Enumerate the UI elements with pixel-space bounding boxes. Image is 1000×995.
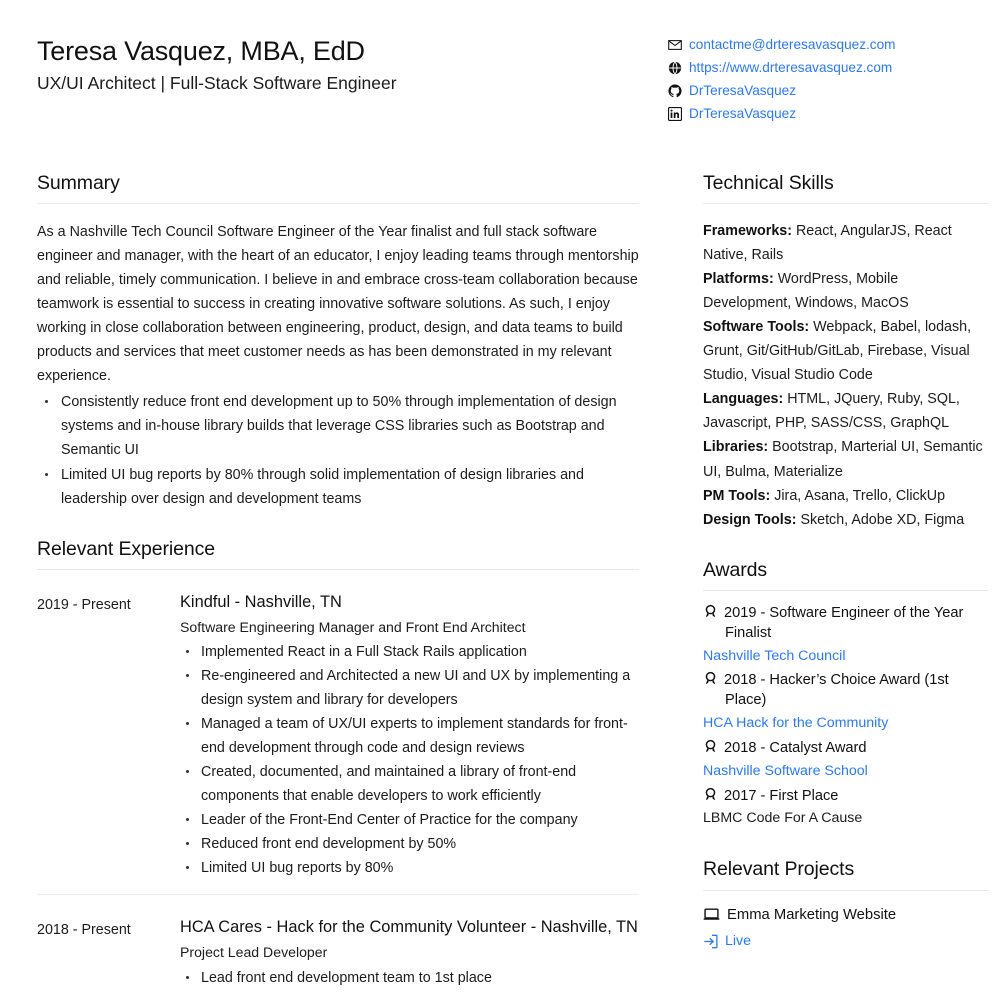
linkedin-icon <box>668 107 682 121</box>
skill-group-label: Design Tools: <box>703 511 797 528</box>
page-title: Teresa Vasquez, MBA, EdD <box>37 36 365 66</box>
section-technical-skills <box>703 171 988 532</box>
skill-group-label: Libraries: <box>703 439 769 456</box>
list-item: Managed a team of UX/UI experts to implement standards for front-end development through code and design reviews <box>180 712 639 760</box>
skill-group <box>703 267 988 315</box>
skill-group <box>703 315 988 387</box>
skill-group-label: Languages: <box>703 391 784 408</box>
skill-group-values: Webpack, Babel, lodash, Grunt, Git/GitHub/GitLab, Firebase, Visual Studio, Visual Studio Code <box>703 319 972 384</box>
award-title: 2018 - Catalyst Award <box>724 739 867 756</box>
award-title-row <box>703 787 988 807</box>
award-item <box>703 739 988 784</box>
section-summary <box>37 171 639 511</box>
award-item <box>703 604 988 669</box>
project-item <box>703 904 988 954</box>
website-link[interactable]: https://www.drteresavasquez.com <box>689 60 893 75</box>
experience-dates: 2018 - Present <box>37 922 131 939</box>
section-projects <box>703 857 988 953</box>
skill-group-values: WordPress, Mobile Development, Windows, MacOS <box>703 271 909 312</box>
skill-group-values: Jira, Asana, Trello, ClickUp <box>774 487 946 504</box>
experience-entry <box>37 592 639 896</box>
awards-heading: Awards <box>703 558 768 581</box>
section-awards <box>703 558 988 832</box>
award-organization-link[interactable]: HCA Hack for the Community <box>703 715 889 732</box>
summary-paragraph: As a Nashville Tech Council Software Engineer of the Year finalist and full stack software engineer and manager, with the heart of an educator, I enjoy leading teams through mentorship and reliable, timely communication. I believe in and embrace cross-team collaboration because teamwork is essential to success in creating innovative software solutions. As such, I enjoy working in close collaboration between engineering, product, design, and data teams to build products and services that meet customer needs as has been demonstrated in my relevant experience. <box>37 224 639 385</box>
section-experience <box>37 537 639 995</box>
globe-icon <box>668 61 682 75</box>
award-organization: LBMC Code For A Cause <box>703 810 863 827</box>
list-item: Re-engineered and Architected a new UI and UX by implementing a design system and library for developers <box>180 664 639 712</box>
professional-tagline: UX/UI Architect | Full-Stack Software Engineer <box>37 73 397 94</box>
resume-header <box>37 28 968 140</box>
experience-organization: HCA Cares - Hack for the Community Volunteer - Nashville, TN <box>180 918 638 937</box>
skill-group <box>703 484 988 508</box>
award-medal-icon <box>703 787 718 802</box>
skill-group-values: HTML, JQuery, Ruby, SQL, Javascript, PHP, SASS/CSS, GraphQL <box>703 391 960 432</box>
list-item: Implemented React in a Full Stack Rails application <box>180 640 639 664</box>
award-medal-icon <box>703 671 718 686</box>
experience-dates: 2019 - Present <box>37 596 131 613</box>
skill-group <box>703 508 988 532</box>
list-item: Consistently reduce front end development up to 50% through implementation of design systems and in-house library builds that leverage CSS libraries such as Bootstrap and Semantic UI <box>37 390 639 462</box>
awards-list <box>703 604 988 831</box>
skill-group-values: React, AngularJS, React Native, Rails <box>703 223 952 264</box>
experience-details <box>180 592 639 881</box>
sidebar-column <box>703 171 988 995</box>
contact-list <box>668 28 968 125</box>
summary-bullet-list <box>37 390 639 510</box>
experience-role: Project Lead Developer <box>180 944 328 961</box>
awards-divider <box>703 590 988 591</box>
skills-list <box>703 219 988 531</box>
skill-group-label: Frameworks: <box>703 223 792 240</box>
experience-role: Software Engineering Manager and Front End Architect <box>180 618 526 635</box>
skill-group-values: Bootstrap, Marterial UI, Semantic UI, Bulma, Materialize <box>703 439 983 480</box>
list-item: Limited UI bug reports by 80% <box>180 856 639 880</box>
projects-heading: Relevant Projects <box>703 858 855 881</box>
resume-body <box>37 171 983 995</box>
award-title: 2019 - Software Engineer of the Year Finalist <box>724 604 964 641</box>
experience-bullet-list <box>180 966 639 990</box>
main-column <box>37 171 649 995</box>
award-medal-icon <box>703 604 718 619</box>
email-link[interactable]: contactme@drteresavasquez.com <box>689 37 896 52</box>
award-medal-icon <box>703 739 718 754</box>
experience-organization: Kindful - Nashville, TN <box>180 592 342 611</box>
skill-group <box>703 219 988 267</box>
experience-heading: Relevant Experience <box>37 537 216 560</box>
experience-details <box>180 917 639 989</box>
skills-heading: Technical Skills <box>703 172 834 194</box>
experience-bullet-list <box>180 640 639 880</box>
award-title-row <box>703 604 988 644</box>
experience-divider <box>37 569 639 570</box>
laptop-icon <box>703 906 720 923</box>
skill-group <box>703 387 988 435</box>
github-icon <box>668 84 682 98</box>
list-item: Limited UI bug reports by 80% through solid implementation of design libraries and leadership over design and development teams <box>37 463 639 511</box>
list-item: Lead front end development team to 1st place <box>180 966 639 990</box>
linkedin-link[interactable]: DrTeresaVasquez <box>689 106 797 121</box>
contact-item-linkedin[interactable] <box>668 102 968 125</box>
list-item: Created, documented, and maintained a library of front-end components that enable developers to work efficiently <box>180 760 639 808</box>
project-live-link[interactable] <box>703 929 988 954</box>
skill-group-values: Sketch, Adobe XD, Figma <box>800 511 965 528</box>
project-name-row <box>703 904 988 926</box>
award-title-row <box>703 671 988 711</box>
list-item: Reduced front end development by 50% <box>180 832 639 856</box>
project-live-label: Live <box>725 932 752 949</box>
award-title: 2017 - First Place <box>724 787 839 804</box>
award-title-row <box>703 739 988 759</box>
award-item <box>703 671 988 736</box>
contact-item-github[interactable] <box>668 79 968 102</box>
identity-block <box>37 28 397 97</box>
award-organization-link[interactable]: Nashville Software School <box>703 762 868 779</box>
experience-entry <box>37 917 639 995</box>
contact-item-email[interactable] <box>668 33 968 56</box>
skill-group <box>703 435 988 483</box>
github-link[interactable]: DrTeresaVasquez <box>689 83 797 98</box>
list-item: Leader of the Front-End Center of Practice for the company <box>180 808 639 832</box>
contact-item-website[interactable] <box>668 56 968 79</box>
award-item <box>703 787 988 832</box>
envelope-icon <box>668 38 682 52</box>
skill-group-label: PM Tools: <box>703 487 771 504</box>
summary-divider <box>37 203 639 204</box>
summary-heading: Summary <box>37 172 120 194</box>
projects-list <box>703 904 988 954</box>
projects-divider <box>703 890 988 891</box>
external-link-icon <box>703 934 718 949</box>
award-title: 2018 - Hacker’s Choice Award (1st Place) <box>724 672 949 709</box>
skills-divider <box>703 203 988 204</box>
project-title: Emma Marketing Website <box>727 906 897 923</box>
skill-group-label: Platforms: <box>703 271 774 288</box>
award-organization-link[interactable]: Nashville Tech Council <box>703 647 846 664</box>
skill-group-label: Software Tools: <box>703 319 810 336</box>
